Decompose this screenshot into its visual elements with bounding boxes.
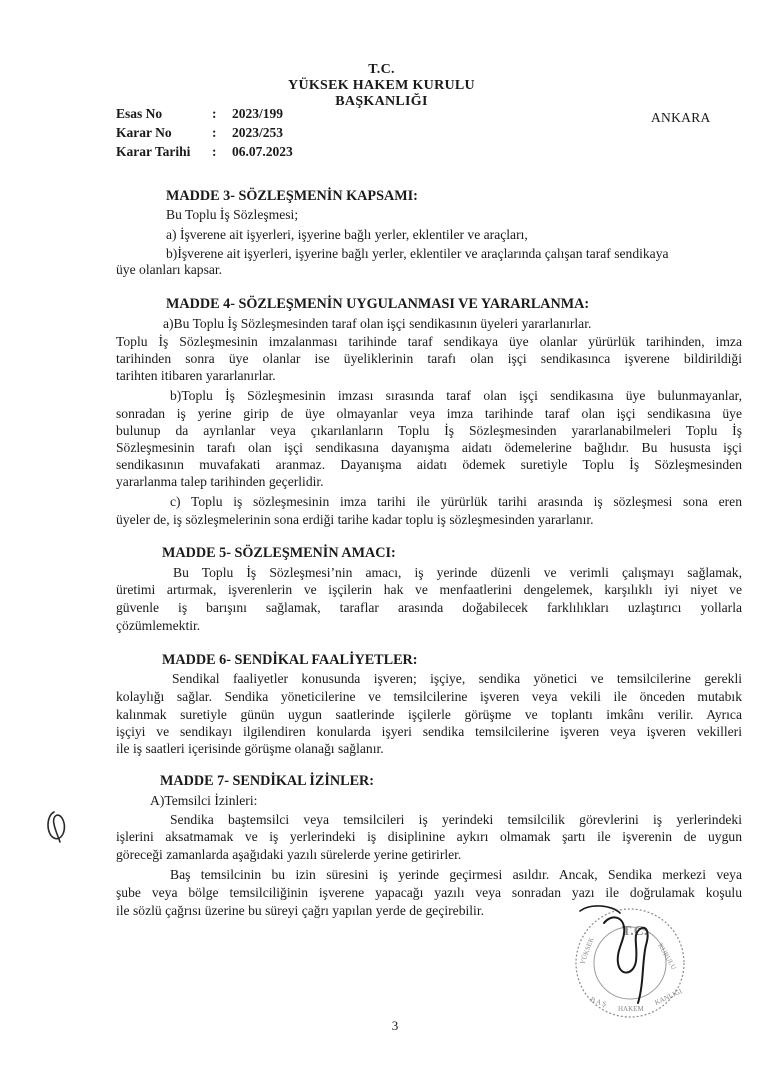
esas-value: 2023/199 — [232, 106, 284, 121]
city-name: ANKARA — [651, 110, 711, 125]
madde-5-heading: MADDE 5- SÖZLEŞMENİN AMACI: — [162, 545, 396, 561]
madde-4-line: Toplu İş Sözleşmesinin imzalanması tarihinde taraf sendikaya üye olanlar yürürlük tarihinden, imza — [116, 334, 742, 349]
karar-colon: : — [212, 125, 217, 140]
karar-label: Karar No — [116, 125, 172, 140]
svg-text:KANLIĞI: KANLIĞI — [653, 987, 684, 1007]
tarih-label: Karar Tarihi — [116, 144, 191, 159]
madde-7-line: göreceği zamanlarda aşağıdaki yazılı sürelerde yerine getirirler. — [116, 847, 462, 862]
handwritten-margin-mark — [40, 806, 80, 844]
madde-3-heading: MADDE 3- SÖZLEŞMENİN KAPSAMI: — [166, 188, 418, 204]
madde-6-line: kalınmak suretiyle günün uygun saatlerinde işçilerle görüşme ve toplantı imkânı verilir. Ayrıca — [116, 707, 742, 722]
header-institution: YÜKSEK HAKEM KURULU — [288, 78, 475, 93]
tarih-colon: : — [212, 144, 217, 159]
madde-7-heading: MADDE 7- SENDİKAL İZİNLER: — [160, 773, 375, 789]
esas-row — [116, 104, 293, 123]
madde-4-line: yararlanma talep tarihinden geçerlidir. — [116, 474, 324, 489]
header-presidency: BAŞKANLIĞI — [335, 94, 428, 109]
madde-3-line: b)İşverene ait işyerleri, işyerine bağlı yerler, eklentiler ve araçlarında çalışan taraf sendikaya — [166, 246, 669, 261]
header-tc: T.C. — [368, 62, 395, 77]
madde-7-line: Baş temsilcinin bu izin süresini iş yerinde geçirmesi asıldır. Ancak, Sendika merkezi veya — [170, 867, 742, 882]
svg-text:KURULU: KURULU — [656, 942, 678, 972]
madde-3-line: Bu Toplu İş Sözleşmesi; — [166, 207, 299, 222]
madde-6-line: işçiyi ve sendikayı ilgilendiren konularda işyeri sendika temsilcilerine işveren veya işveren vekilleri — [116, 724, 742, 739]
tarih-row — [116, 142, 293, 161]
madde-7-line: şube veya bölge temsilciliğinin işverene yapacağı yazılı veya sonradan yazı ile doğrulamak koşulu — [116, 885, 742, 900]
madde-4-line: Sözleşmesinin tarafı olan işçi sendikasına dayanışma aidatı ödemelerine bağlıdır. Bu hususta işçi — [116, 440, 742, 455]
madde-5-line: üretimi artırmak, işverenlerin ve işçilerin hak ve menfaatlerini dengelemek, karşılıklı iyi niyet ve — [116, 582, 742, 597]
madde-4-line: tarihten itibaren yararlanırlar. — [116, 368, 276, 383]
madde-7-line: Sendika baştemsilci veya temsilcileri iş yerindeki temsilcilik görevlerini iş yerlerindeki — [170, 812, 742, 827]
karar-row — [116, 123, 293, 142]
tarih-value: 06.07.2023 — [232, 144, 293, 159]
madde-6-line: kolaylığı sağlar. Sendika yöneticilerine ve temsilcilerine işveren veya vekili ile önceden mutabık — [116, 689, 742, 704]
madde-6-line: Sendikal faaliyetler konusunda işveren; işçiye, sendika yönetici ve temsilcilerine gerekli — [172, 671, 742, 686]
madde-7-line: A)Temsilci İzinleri: — [150, 793, 258, 808]
madde-3-line: a) İşverene ait işyerleri, işyerine bağlı yerler, eklentiler ve araçları, — [166, 227, 528, 242]
svg-text:B A Ş: B A Ş — [589, 995, 608, 1009]
esas-label: Esas No — [116, 106, 163, 121]
madde-4-line: b)Toplu İş Sözleşmesinin imzası sırasında taraf olan işçi sendikasına üye bulunmayanlar, — [170, 388, 742, 403]
madde-4-line: bulunup da ayrılanlar veya çıkarılanların Toplu İş Sözleşmesinden yararlanabilmeleri Toplu İş — [116, 423, 742, 438]
madde-5-line: çözümlemektir. — [116, 618, 201, 633]
madde-6-heading: MADDE 6- SENDİKAL FAALİYETLER: — [162, 652, 418, 668]
madde-4-heading: MADDE 4- SÖZLEŞMENİN UYGULANMASI VE YARARLANMA: — [166, 296, 590, 312]
karar-value: 2023/253 — [232, 125, 284, 140]
page-number: 3 — [391, 1018, 399, 1033]
svg-text:YÜKSEK: YÜKSEK — [578, 936, 596, 966]
madde-3-line: üye olanları kapsar. — [116, 262, 223, 277]
madde-5-line: güvenle iş barışını sağlamak, taraflar arasında doğabilecek farklılıkları uzlaştırıcı yollarla — [116, 600, 742, 615]
madde-4-line: sonradan iş yerine girip de üye olmayanlar veya imza tarihinde taraf olan işçi sendikasına üye — [116, 406, 742, 421]
svg-text:T.C.: T.C. — [622, 924, 648, 939]
svg-text:HAKEM: HAKEM — [618, 1005, 644, 1013]
madde-5-line: Bu Toplu İş Sözleşmesi’nin amacı, iş yerinde düzenli ve verimli çalışmayı sağlamak, — [173, 565, 742, 580]
madde-4-line: c) Toplu iş sözleşmesinin imza tarihi ile yürürlük tarihi arasında iş sözleşmesi sona eren — [170, 494, 742, 509]
case-metadata — [116, 104, 293, 161]
madde-7-line: işlerini aksatmamak ve iş yerlerindeki iş disiplinine aykırı olmamak şartı ile işverenin de uygun — [116, 829, 742, 844]
madde-4-line: tarihinden sonra üye olanlar ise üyeliklerinin tarafı olan işçi sendikasınca işverene bildirildiği — [116, 351, 742, 366]
madde-4-line: a)Bu Toplu İş Sözleşmesinden taraf olan işçi sendikasının üyeleri yararlanırlar. — [163, 316, 592, 331]
esas-colon: : — [212, 106, 217, 121]
madde-6-line: ile iş saatleri içerisinde görüşme olanağı sağlanır. — [116, 741, 384, 756]
madde-4-line: üyeler de, iş sözleşmelerinin sona erdiği tarihe kadar toplu iş sözleşmesinden yararlanır. — [116, 512, 594, 527]
madde-7-line: ile sözlü çağrısı üzerine bu süreyi çağrı yapılan yerde de geçirebilir. — [116, 903, 485, 918]
official-seal-stamp — [560, 905, 710, 1025]
madde-4-line: sendikasının muvafakati aranmaz. Dayanışma aidatı ödemek suretiyle Toplu İş Sözleşmesinden — [116, 457, 742, 472]
